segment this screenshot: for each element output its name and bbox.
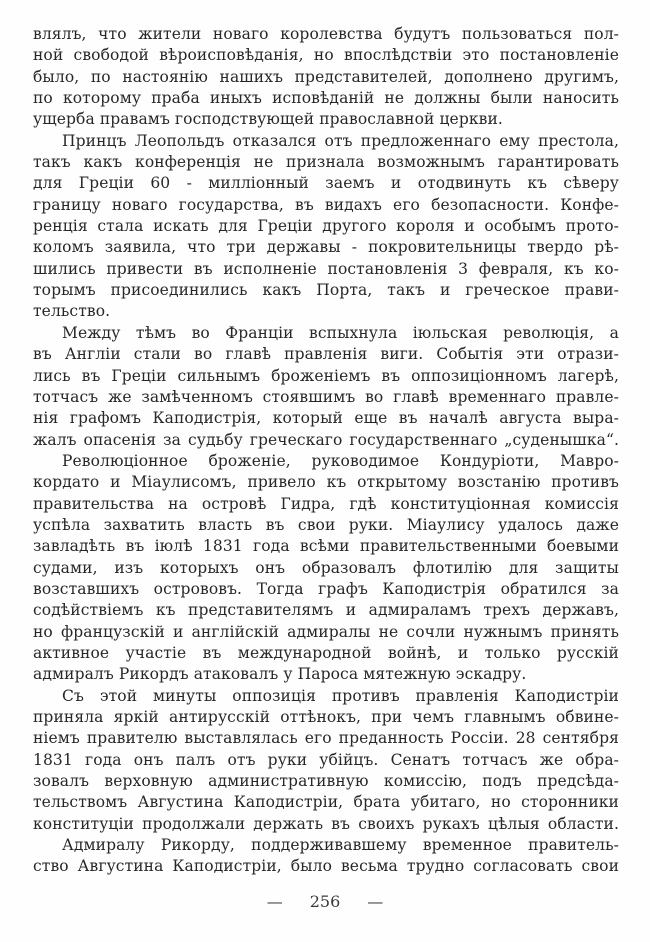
- text-line: въ Англіи стали во главѣ правленія виги. Событія эти отрази-: [33, 345, 619, 364]
- text-line: 1831 года онъ палъ отъ руки убійцъ. Сенатъ тотчасъ же обра-: [33, 750, 619, 769]
- text-line: для Греціи 60 - милліонный заемъ и отодвинуть къ сѣверу: [33, 174, 619, 193]
- text-line: тотчасъ же замѣченномъ стоявшимъ во главѣ временнаго правле-: [33, 387, 619, 406]
- text-line: ніемъ правителю выставлялась его преданность Россіи. 28 сентября: [33, 729, 619, 748]
- text-line: конституціи продолжали держать въ своихъ рукахъ цѣлыя области.: [33, 814, 619, 833]
- text-line: тельствомъ Августина Каподистріи, брата убитаго, но сторонники: [33, 793, 619, 812]
- text-line: по которому праба иныхъ исповѣданій не должны были наносить: [33, 89, 619, 108]
- paragraph: [33, 451, 619, 686]
- text-line: содѣйствіемъ къ представителямъ и адмираламъ трехъ державъ,: [33, 601, 619, 620]
- paragraph: [33, 24, 619, 131]
- text-line: зовалъ верховную административную комиссію, подъ предсѣда-: [33, 772, 619, 791]
- text-line: шились привести въ исполненіе постановленія 3 февраля, къ ко-: [33, 259, 619, 278]
- text-line: возставшихъ острововъ. Тогда графъ Каподистрія обратился за: [33, 579, 619, 598]
- paragraph: [33, 323, 619, 451]
- text-line: такъ какъ конференція не признала возможнымъ гарантировать: [33, 153, 619, 172]
- text-line: тельство.: [33, 302, 111, 321]
- text-line: ренція стала искать для Греціи другого короля и особымъ прото-: [33, 217, 619, 236]
- paragraph: [33, 686, 619, 835]
- text-line: Между тѣмъ во Франціи вспыхнула іюльская революція, а: [62, 323, 619, 342]
- text-line: коломъ заявила, что три державы - покровительницы твердо рѣ-: [33, 238, 619, 257]
- page-number: 256: [309, 892, 341, 911]
- text-line: границу новаго государства, въ видахъ его безопасности. Конфе-: [33, 195, 619, 214]
- text-line: судами, изъ которыхъ онъ образовалъ флотилію для защиты: [33, 558, 619, 577]
- text-line: нія графомъ Каподистрія, который еще въ началѣ августа выра-: [33, 409, 619, 428]
- text-line: Принцъ Леопольдъ отказался отъ предложеннаго ему престола,: [62, 131, 619, 150]
- text-line: Адмиралу Рикорду, поддерживавшему временное правитель-: [62, 836, 619, 855]
- paragraph: [33, 835, 619, 878]
- text-line: было, по настоянію нашихъ представителей, дополнено другимъ,: [33, 67, 619, 86]
- text-line: жалъ опасенія за судьбу греческаго государственнаго „суденышка“.: [33, 430, 619, 449]
- text-line: адмиралъ Рикордъ атаковалъ у Пароса мятежную эскадру.: [33, 665, 527, 684]
- footer-dash-right: —: [367, 892, 384, 911]
- paragraph: [33, 131, 619, 323]
- text-line: завладѣть въ іюлѣ 1831 года всѣми правительственными боевыми: [33, 537, 619, 556]
- text-line: ущерба правамъ господствующей православной церкви.: [33, 110, 503, 129]
- text-line: торымъ присоединились какъ Порта, такъ и греческое прави-: [33, 281, 619, 300]
- text-line: активное участіе въ международной войнѣ, и только русскій: [33, 643, 619, 662]
- text-line: Съ этой минуты оппозиція противъ правленія Каподистріи: [62, 686, 619, 705]
- text-line: правительства на островѣ Гидра, гдѣ конституціонная комиссія: [33, 494, 619, 513]
- text-line: влялъ, что жители новаго королевства будутъ пользоваться пол-: [33, 25, 619, 43]
- footer-dash-left: —: [266, 892, 283, 911]
- text-block: [33, 24, 619, 878]
- text-line: ство Августина Каподистріи, было весьма трудно согласовать свои: [33, 857, 619, 876]
- text-line: кордато и Міаулисомъ, привело къ открытому возстанію противъ: [33, 473, 619, 492]
- text-line: успѣла захватить власть въ свои руки. Міаулису удалось даже: [33, 515, 619, 534]
- text-line: Революціонное броженіе, руководимое Кондуріоти, Мавро-: [62, 451, 619, 470]
- text-line: приняла яркій антирусскій оттѣнокъ, при чемъ главнымъ обвине-: [33, 708, 619, 726]
- text-line: ной свободой вѣроисповѣданія, но впослѣдствіи это постановленіе: [33, 46, 619, 65]
- text-line: лись въ Греціи сильнымъ броженіемъ въ оппозиціонномъ лагерѣ,: [33, 366, 619, 385]
- text-line: но французскій и англійскій адмиралы не сочли нужнымъ принять: [33, 622, 619, 641]
- page-footer: [0, 892, 650, 911]
